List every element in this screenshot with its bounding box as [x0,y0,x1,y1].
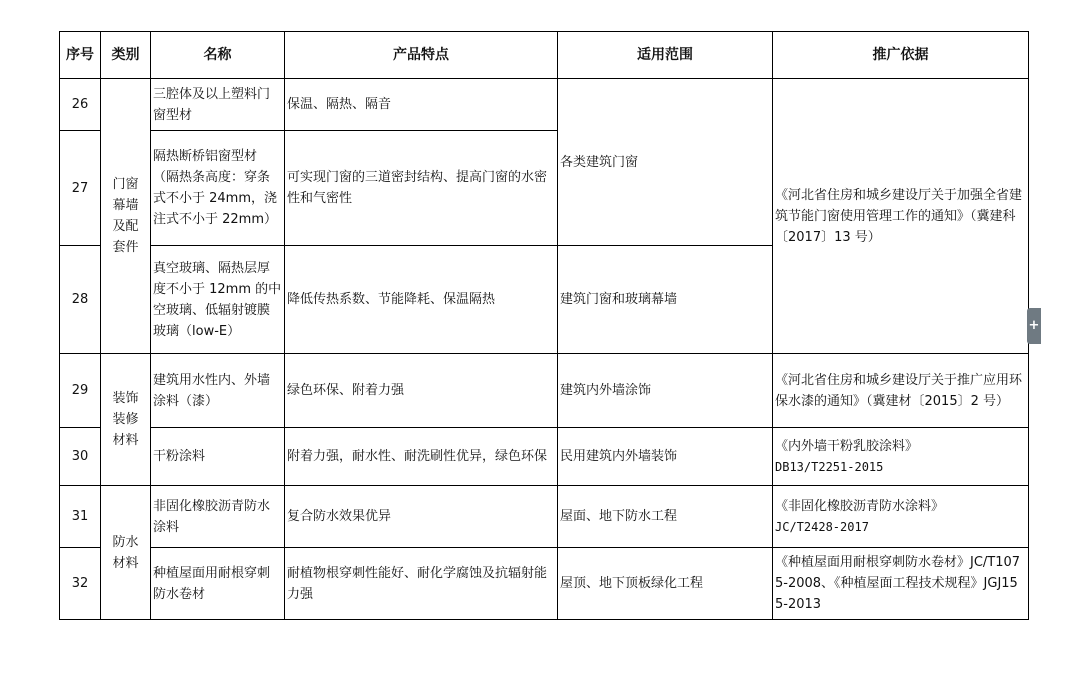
basis-title: 《非固化橡胶沥青防水涂料》 [775,498,945,514]
header-name: 名称 [151,32,285,79]
row-no: 30 [60,428,101,486]
product-name: 非固化橡胶沥青防水涂料 [151,486,285,548]
product-feature: 保温、隔热、隔音 [285,79,558,131]
table-row [60,354,1029,428]
header-scope: 适用范围 [558,32,773,79]
product-feature: 降低传热系数、节能降耗、保温隔热 [285,246,558,354]
row-no: 32 [60,548,101,620]
product-feature: 耐植物根穿刺性能好、耐化学腐蚀及抗辐射能力强 [285,548,558,620]
basis-cell: 《河北省住房和城乡建设厅关于加强全省建筑节能门窗使用管理工作的通知》（冀建科〔2017〕13 号） [773,79,1029,354]
table-row [60,428,1029,486]
product-table [59,31,1029,620]
scope-cell: 建筑内外墙涂饰 [558,354,773,428]
table-row [60,548,1029,620]
basis-standard: JC/T2428-2017 [775,519,869,534]
product-name: 真空玻璃、隔热层厚度不小于 12mm 的中空玻璃、低辐射镀膜玻璃（low-E） [151,246,285,354]
row-no: 26 [60,79,101,131]
scope-cell: 屋面、地下防水工程 [558,486,773,548]
table-row [60,79,1029,131]
product-name: 种植屋面用耐根穿刺防水卷材 [151,548,285,620]
scope-cell: 民用建筑内外墙装饰 [558,428,773,486]
header-feature: 产品特点 [285,32,558,79]
row-no: 27 [60,131,101,246]
product-name: 干粉涂料 [151,428,285,486]
row-no: 28 [60,246,101,354]
category-cell: 门窗幕墙及配套件 [101,79,151,354]
product-feature: 附着力强，耐水性、耐洗刷性优异，绿色环保 [285,428,558,486]
row-no: 29 [60,354,101,428]
basis-cell [773,486,1029,548]
table-row [60,486,1029,548]
product-feature: 绿色环保、附着力强 [285,354,558,428]
header-row [60,32,1029,79]
category-cell: 装饰装修材料 [101,354,151,486]
scope-cell: 各类建筑门窗 [558,79,773,246]
product-feature: 可实现门窗的三道密封结构、提高门窗的水密性和气密性 [285,131,558,246]
basis-cell: 《河北省住房和城乡建设厅关于推广应用环保水漆的通知》（冀建材〔2015〕2 号） [773,354,1029,428]
row-no: 31 [60,486,101,548]
basis-cell [773,428,1029,486]
plus-icon: + [1028,318,1040,333]
header-no: 序号 [60,32,101,79]
category-cell: 防水材料 [101,486,151,620]
basis-cell: 《种植屋面用耐根穿刺防水卷材》JC/T1075-2008、《种植屋面工程技术规程》JGJ155-2013 [773,548,1029,620]
basis-standard: DB13/T2251-2015 [775,459,884,474]
product-feature: 复合防水效果优异 [285,486,558,548]
scope-cell: 建筑门窗和玻璃幕墙 [558,246,773,354]
product-name: 三腔体及以上塑料门窗型材 [151,79,285,131]
basis-title: 《内外墙干粉乳胶涂料》 [775,438,919,454]
product-name: 建筑用水性内、外墙涂料（漆） [151,354,285,428]
expand-side-button[interactable] [1027,308,1041,344]
scope-cell: 屋顶、地下顶板绿化工程 [558,548,773,620]
product-name: 隔热断桥铝窗型材（隔热条高度：穿条式不小于 24mm，浇注式不小于 22mm） [151,131,285,246]
header-category: 类别 [101,32,151,79]
header-basis: 推广依据 [773,32,1029,79]
